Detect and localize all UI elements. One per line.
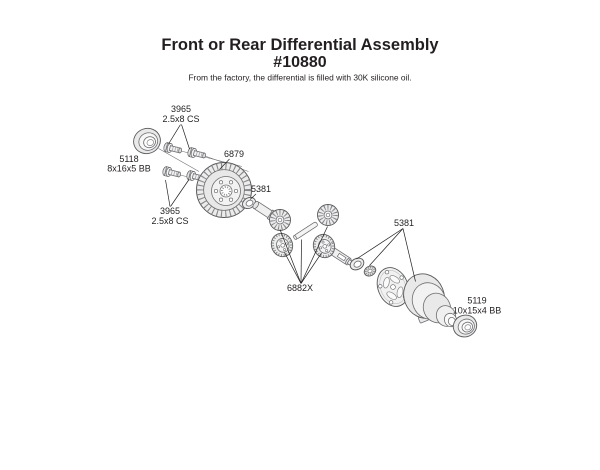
screw-3965-top-right [187, 147, 207, 160]
callout-screws-top-id: 3965 [170, 104, 192, 114]
callout-screws-top-spec: 2.5x8 CS [162, 114, 200, 124]
callout-bearing-right-spec: 10x15x4 BB [452, 305, 502, 316]
cross-pin [293, 221, 318, 240]
callout-screws-bottom-spec: 2.5x8 CS [151, 216, 189, 226]
callout-screws-bottom-id: 3965 [159, 206, 181, 216]
callout-bearing-left-spec: 8x16x5 BB [107, 163, 151, 174]
diff-housing [397, 268, 459, 330]
ball-bearing-5118 [130, 125, 164, 158]
page-title: Front or Rear Differential Assembly [161, 36, 439, 54]
callout-internal-gear-set-id: 6882X [286, 283, 314, 293]
callout-washer-front-id: 5381 [250, 184, 272, 194]
callout-bearing-left-id: 5118 [119, 154, 139, 164]
screw-3965-bottom-left [162, 166, 182, 179]
factory-note: From the factory, the differential is filled with 30K silicone oil. [188, 72, 412, 83]
spider-gear-right [318, 205, 339, 226]
ring-gear-6879 [197, 163, 252, 218]
screw-3965-top-left [163, 142, 183, 155]
part-number: #10880 [273, 54, 327, 71]
output-gear-left [251, 200, 290, 231]
splined-washer-5381 [362, 264, 377, 278]
callout-washers-rear-id: 5381 [393, 218, 415, 228]
callout-ring-gear-id: 6879 [223, 149, 245, 159]
callout-bearing-right-id: 5119 [467, 295, 487, 306]
